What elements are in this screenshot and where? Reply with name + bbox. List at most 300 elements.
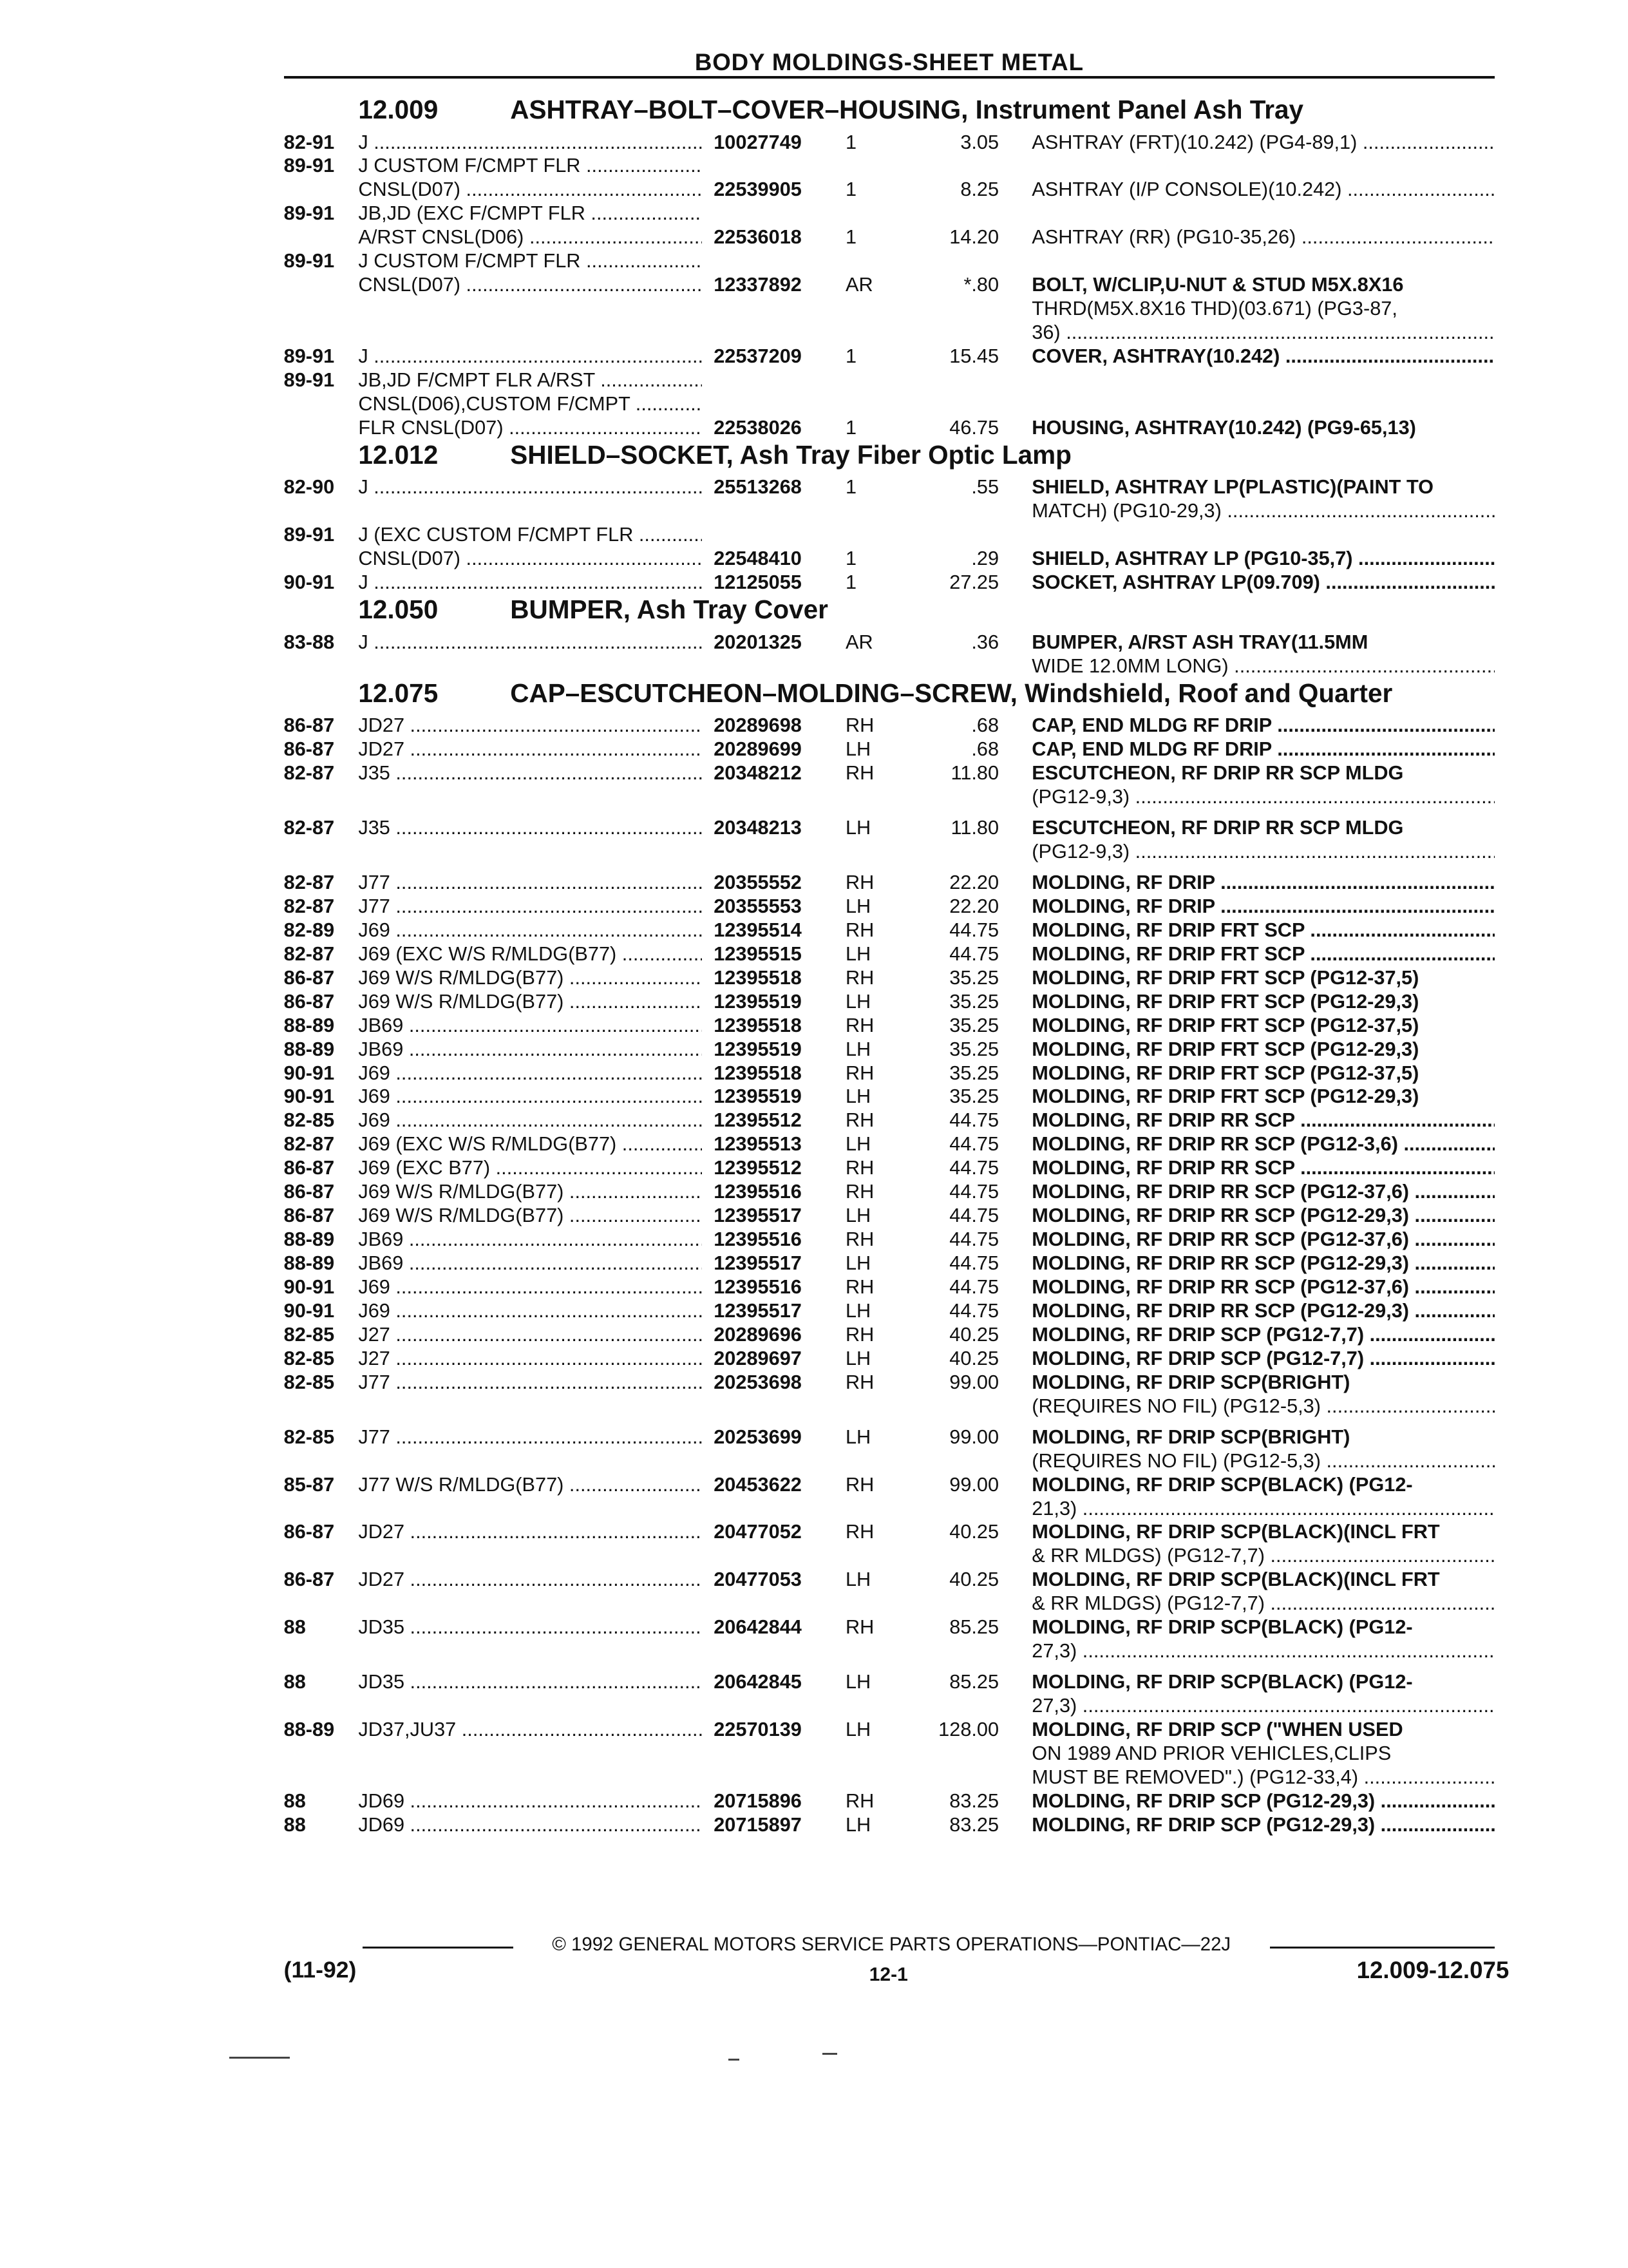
model: J35 ..... <box>358 761 702 785</box>
description: 36) ..... <box>1032 321 1495 345</box>
part-line <box>284 1592 1495 1615</box>
year: 86-87 <box>283 738 335 761</box>
price: 11.80 <box>951 761 999 784</box>
price: 44.75 <box>949 1228 999 1251</box>
part-line <box>284 761 1495 785</box>
part-line <box>284 1497 1495 1521</box>
price: 44.75 <box>949 1275 999 1298</box>
part-number: 20253698 <box>714 1370 802 1393</box>
year: 90-91 <box>283 1275 335 1298</box>
part-number: 12337892 <box>714 273 802 296</box>
year: 86-87 <box>283 1204 335 1227</box>
section-title: ASHTRAY–BOLT–COVER–HOUSING, Instrument Panel Ash Tray <box>510 94 1304 124</box>
quantity: RH <box>845 1472 875 1496</box>
description: MOLDING, RF DRIP ..... <box>1032 871 1495 895</box>
part-line <box>284 1766 1495 1789</box>
description: MOLDING, RF DRIP FRT SCP (PG12-37,5) <box>1032 966 1419 989</box>
year: 82-87 <box>283 761 335 784</box>
quantity: RH <box>845 1109 875 1132</box>
quantity: 1 <box>845 475 857 499</box>
quantity: RH <box>845 1156 875 1179</box>
part-number: 12395512 <box>714 1109 802 1132</box>
description: CAP, END MLDG RF DRIP ..... <box>1032 714 1495 738</box>
model: J ..... <box>358 475 702 499</box>
model: J69 ..... <box>358 1109 702 1132</box>
quantity: AR <box>845 273 873 296</box>
part-number: 20642844 <box>714 1615 802 1639</box>
quantity: LH <box>845 1132 871 1156</box>
part-number: 20289699 <box>714 738 802 761</box>
price: 44.75 <box>949 1252 999 1274</box>
year: 90-91 <box>283 1061 335 1084</box>
year: 82-87 <box>283 942 335 965</box>
part-number: 12395513 <box>714 1132 802 1156</box>
part-number: 22548410 <box>714 547 802 570</box>
part-line <box>284 523 1495 547</box>
model: J ..... <box>358 631 702 654</box>
description: 27,3) ..... <box>1032 1639 1495 1663</box>
quantity: RH <box>845 1061 875 1084</box>
part-line <box>284 1395 1495 1418</box>
price: 44.75 <box>949 1109 999 1132</box>
part-number: 22538026 <box>714 415 802 439</box>
part-line <box>284 840 1495 864</box>
price: 46.75 <box>949 415 999 439</box>
price: 35.25 <box>949 966 999 989</box>
quantity: LH <box>845 1299 871 1322</box>
part-number: 20201325 <box>714 630 802 653</box>
price: 44.75 <box>949 1132 999 1156</box>
description: MOLDING, RF DRIP FRT SCP (PG12-29,3) <box>1032 1037 1419 1060</box>
year: 82-87 <box>283 894 335 917</box>
price: 85.25 <box>949 1670 999 1693</box>
description: MOLDING, RF DRIP SCP(BLACK) (PG12- <box>1032 1615 1413 1639</box>
quantity: RH <box>845 714 875 737</box>
price: 35.25 <box>949 989 999 1013</box>
year: 89-91 <box>283 202 335 225</box>
part-number: 20348212 <box>714 761 802 784</box>
price: 15.45 <box>949 344 999 367</box>
model: J69 W/S R/MLDG(B77) ..... <box>358 1180 702 1204</box>
part-line <box>284 1520 1495 1544</box>
description: (REQUIRES NO FIL) (PG12-5,3) ..... <box>1032 1449 1495 1473</box>
part-line <box>284 273 1495 297</box>
description: 21,3) ..... <box>1032 1497 1495 1521</box>
price: .68 <box>971 738 999 761</box>
year: 82-85 <box>283 1322 335 1346</box>
year: 89-91 <box>283 344 335 367</box>
model: J77 ..... <box>358 871 702 895</box>
year: 82-85 <box>283 1370 335 1393</box>
part-line <box>284 1109 1495 1132</box>
part-line <box>284 416 1495 440</box>
part-number: 20642845 <box>714 1670 802 1693</box>
part-number: 20253699 <box>714 1425 802 1448</box>
year: 89-91 <box>283 154 335 177</box>
description: MOLDING, RF DRIP SCP(BRIGHT) <box>1032 1370 1350 1393</box>
part-line <box>284 631 1495 654</box>
quantity: LH <box>845 942 871 965</box>
quantity: 1 <box>845 415 857 439</box>
year: 86-87 <box>283 966 335 989</box>
model: JD69 ..... <box>358 1789 702 1813</box>
footer-section-range: 12.009-12.075 <box>1356 1956 1510 1983</box>
footer-copyright: © 1992 GENERAL MOTORS SERVICE PARTS OPERATIONS—PONTIAC—22J <box>552 1934 1231 1956</box>
year: 86-87 <box>283 1180 335 1203</box>
quantity: LH <box>845 816 871 839</box>
quantity: RH <box>845 761 875 784</box>
quantity: LH <box>845 1346 871 1369</box>
part-line <box>284 1694 1495 1718</box>
part-line <box>284 571 1495 595</box>
quantity: 1 <box>845 344 857 367</box>
quantity: 1 <box>845 571 857 594</box>
section-number: 12.012 <box>358 439 439 470</box>
part-line <box>284 1180 1495 1204</box>
part-line <box>284 475 1495 499</box>
description: MOLDING, RF DRIP SCP (PG12-7,7) ..... <box>1032 1347 1495 1371</box>
price: 44.75 <box>949 1156 999 1179</box>
part-line <box>284 1275 1495 1299</box>
row-spacer <box>284 1418 1495 1425</box>
part-line <box>284 392 1495 416</box>
model: J77 ..... <box>358 1371 702 1395</box>
part-number: 12395518 <box>714 1061 802 1084</box>
quantity: RH <box>845 1228 875 1251</box>
model: J77 ..... <box>358 895 702 919</box>
model: J CUSTOM F/CMPT FLR ..... <box>358 249 702 273</box>
quantity: LH <box>845 1204 871 1227</box>
part-line <box>284 990 1495 1014</box>
price: 44.75 <box>949 1180 999 1203</box>
section-number: 12.050 <box>358 595 439 624</box>
price: *.80 <box>963 273 999 296</box>
price: 22.20 <box>949 871 999 893</box>
price: .68 <box>971 714 999 737</box>
model: J ..... <box>358 131 702 155</box>
model: J69 (EXC B77) ..... <box>358 1156 702 1180</box>
model: J ..... <box>358 571 702 595</box>
year: 82-87 <box>283 871 335 893</box>
part-line <box>284 1615 1495 1639</box>
price: 44.75 <box>949 1299 999 1322</box>
model: J69 ..... <box>358 1299 702 1323</box>
footer-rule-left <box>363 1947 513 1949</box>
description: MOLDING, RF DRIP RR SCP ..... <box>1032 1109 1495 1132</box>
description: MOLDING, RF DRIP FRT SCP (PG12-37,5) <box>1032 1061 1419 1084</box>
year: 82-85 <box>283 1346 335 1369</box>
part-line <box>284 1718 1495 1742</box>
year: 86-87 <box>283 1568 335 1591</box>
year: 90-91 <box>283 571 335 594</box>
scan-mark <box>728 2059 740 2061</box>
price: 83.25 <box>949 1789 999 1812</box>
part-line <box>284 1038 1495 1062</box>
year: 82-89 <box>283 918 335 941</box>
model: JB69 ..... <box>358 1014 702 1038</box>
year: 88 <box>283 1670 306 1693</box>
part-line <box>284 547 1495 571</box>
part-line <box>284 1347 1495 1371</box>
part-line <box>284 1742 1495 1766</box>
description: (REQUIRES NO FIL) (PG12-5,3) ..... <box>1032 1395 1495 1418</box>
model: JD27 ..... <box>358 738 702 761</box>
model: CNSL(D06),CUSTOM F/CMPT ..... <box>358 392 702 416</box>
description: MOLDING, RF DRIP FRT SCP ..... <box>1032 919 1495 942</box>
row-spacer <box>284 864 1495 871</box>
row-spacer <box>284 809 1495 816</box>
quantity: AR <box>845 630 873 653</box>
model: JD37,JU37 ..... <box>358 1718 702 1742</box>
price: 40.25 <box>949 1520 999 1543</box>
price: 8.25 <box>960 178 999 201</box>
section-title: CAP–ESCUTCHEON–MOLDING–SCREW, Windshield, Roof and Quarter <box>510 678 1393 708</box>
part-line <box>284 1156 1495 1180</box>
model: J ..... <box>358 345 702 368</box>
part-line <box>284 1449 1495 1473</box>
description: MOLDING, RF DRIP SCP(BLACK)(INCL FRT <box>1032 1568 1440 1591</box>
part-number: 20348213 <box>714 816 802 839</box>
price: 99.00 <box>949 1370 999 1393</box>
model: FLR CNSL(D07) ..... <box>358 416 702 440</box>
price: 40.25 <box>949 1322 999 1346</box>
description: 27,3) ..... <box>1032 1694 1495 1718</box>
part-number: 20715897 <box>714 1813 802 1836</box>
year: 86-87 <box>283 1520 335 1543</box>
quantity: LH <box>845 1425 871 1448</box>
model: CNSL(D07) ..... <box>358 547 702 571</box>
quantity: RH <box>845 1615 875 1639</box>
description: MOLDING, RF DRIP SCP (PG12-29,3) ..... <box>1032 1789 1495 1813</box>
quantity: LH <box>845 1037 871 1060</box>
year: 82-87 <box>283 1132 335 1156</box>
price: 35.25 <box>949 1037 999 1060</box>
model: J27 ..... <box>358 1347 702 1371</box>
description: ASHTRAY (FRT)(10.242) (PG4-89,1) ..... <box>1032 131 1495 155</box>
model: J77 W/S R/MLDG(B77) ..... <box>358 1473 702 1497</box>
description: BUMPER, A/RST ASH TRAY(11.5MM <box>1032 630 1368 653</box>
price: .29 <box>971 547 999 570</box>
description: (PG12-9,3) ..... <box>1032 785 1495 809</box>
part-number: 20289696 <box>714 1322 802 1346</box>
part-line <box>284 1204 1495 1228</box>
part-number: 12395516 <box>714 1275 802 1298</box>
quantity: LH <box>845 1252 871 1274</box>
part-number: 12395514 <box>714 918 802 941</box>
scan-mark <box>822 2053 837 2055</box>
part-line <box>284 1813 1495 1837</box>
part-number: 12125055 <box>714 571 802 594</box>
part-number: 12395518 <box>714 1013 802 1036</box>
section-heading <box>284 595 1495 631</box>
quantity: RH <box>845 1180 875 1203</box>
model: J69 ..... <box>358 1062 702 1085</box>
part-number: 20355553 <box>714 894 802 917</box>
part-line <box>284 1544 1495 1568</box>
price: 44.75 <box>949 942 999 965</box>
model: JD27 ..... <box>358 1568 702 1592</box>
part-line <box>284 816 1495 840</box>
description: SOCKET, ASHTRAY LP(09.709) ..... <box>1032 571 1495 595</box>
description: THRD(M5X.8X16 THD)(03.671) (PG3-87, <box>1032 297 1397 320</box>
model: JD35 ..... <box>358 1670 702 1694</box>
quantity: 1 <box>845 178 857 201</box>
model: J27 ..... <box>358 1323 702 1347</box>
part-line <box>284 225 1495 249</box>
year: 88-89 <box>283 1228 335 1251</box>
price: 27.25 <box>949 571 999 594</box>
model: JD69 ..... <box>358 1813 702 1837</box>
part-number: 22537209 <box>714 344 802 367</box>
year: 89-91 <box>283 368 335 391</box>
description: CAP, END MLDG RF DRIP ..... <box>1032 738 1495 761</box>
part-line <box>284 1252 1495 1275</box>
model: J69 W/S R/MLDG(B77) ..... <box>358 990 702 1014</box>
model: J69 W/S R/MLDG(B77) ..... <box>358 1204 702 1228</box>
description: MOLDING, RF DRIP FRT SCP ..... <box>1032 942 1495 966</box>
quantity: RH <box>845 1789 875 1812</box>
price: .36 <box>971 630 999 653</box>
part-line <box>284 297 1495 321</box>
quantity: LH <box>845 989 871 1013</box>
part-line <box>284 738 1495 761</box>
price: 83.25 <box>949 1813 999 1836</box>
quantity: RH <box>845 1275 875 1298</box>
description: WIDE 12.0MM LONG) ..... <box>1032 654 1495 678</box>
section-number: 12.009 <box>358 94 439 124</box>
model: JB,JD F/CMPT FLR A/RST ..... <box>358 368 702 392</box>
description: ON 1989 AND PRIOR VEHICLES,CLIPS <box>1032 1742 1392 1764</box>
description: SHIELD, ASHTRAY LP(PLASTIC)(PAINT TO <box>1032 475 1434 499</box>
year: 88-89 <box>283 1718 335 1741</box>
price: 128.00 <box>938 1718 999 1741</box>
part-number: 12395516 <box>714 1180 802 1203</box>
year: 86-87 <box>283 714 335 737</box>
price: 14.20 <box>949 225 999 249</box>
part-number: 20715896 <box>714 1789 802 1812</box>
description: SHIELD, ASHTRAY LP (PG10-35,7) ..... <box>1032 547 1495 571</box>
description: MOLDING, RF DRIP RR SCP (PG12-37,6) ..... <box>1032 1275 1495 1299</box>
part-number: 12395519 <box>714 989 802 1013</box>
quantity: RH <box>845 1370 875 1393</box>
price: 3.05 <box>960 130 999 153</box>
description: MOLDING, RF DRIP SCP(BLACK) (PG12- <box>1032 1670 1413 1693</box>
year: 88 <box>283 1789 306 1812</box>
part-number: 12395518 <box>714 966 802 989</box>
header-rule <box>284 76 1495 79</box>
year: 88-89 <box>283 1252 335 1274</box>
year: 83-88 <box>283 630 335 653</box>
part-line <box>284 895 1495 919</box>
price: .55 <box>971 475 999 499</box>
part-number: 20477052 <box>714 1520 802 1543</box>
model: JB69 ..... <box>358 1228 702 1252</box>
price: 22.20 <box>949 894 999 917</box>
part-number: 25513268 <box>714 475 802 499</box>
page-number: 12-1 <box>869 1963 908 1985</box>
description: MOLDING, RF DRIP SCP (PG12-29,3) ..... <box>1032 1813 1495 1837</box>
section-heading <box>284 440 1495 476</box>
page-header: BODY MOLDINGS-SHEET METAL <box>694 48 1084 75</box>
section-title: BUMPER, Ash Tray Cover <box>510 595 828 624</box>
model: JB,JD (EXC F/CMPT FLR ..... <box>358 202 702 225</box>
description: MOLDING, RF DRIP SCP(BRIGHT) <box>1032 1425 1350 1448</box>
price: 40.25 <box>949 1568 999 1591</box>
part-line <box>284 942 1495 966</box>
model: A/RST CNSL(D06) ..... <box>358 225 702 249</box>
description: BOLT, W/CLIP,U-NUT & STUD M5X.8X16 <box>1032 273 1404 296</box>
description: MOLDING, RF DRIP RR SCP (PG12-29,3) ..... <box>1032 1299 1495 1323</box>
model: J69 (EXC W/S R/MLDG(B77) ..... <box>358 1132 702 1156</box>
description: MOLDING, RF DRIP RR SCP ..... <box>1032 1156 1495 1180</box>
quantity: LH <box>845 1568 871 1591</box>
quantity: 1 <box>845 225 857 249</box>
part-line <box>284 1425 1495 1449</box>
year: 89-91 <box>283 523 335 546</box>
part-line <box>284 1789 1495 1813</box>
section-heading <box>284 95 1495 131</box>
description: HOUSING, ASHTRAY(10.242) (PG9-65,13) <box>1032 415 1416 439</box>
price: 35.25 <box>949 1085 999 1108</box>
description: MOLDING, RF DRIP SCP ("WHEN USED <box>1032 1718 1403 1741</box>
part-line <box>284 785 1495 809</box>
year: 88 <box>283 1615 306 1639</box>
model: J77 ..... <box>358 1425 702 1449</box>
description: (PG12-9,3) ..... <box>1032 840 1495 864</box>
year: 85-87 <box>283 1472 335 1496</box>
year: 88 <box>283 1813 306 1836</box>
footer-rule-right <box>1270 1947 1495 1949</box>
part-line <box>284 966 1495 990</box>
description: MOLDING, RF DRIP SCP(BLACK)(INCL FRT <box>1032 1520 1440 1543</box>
model: J35 ..... <box>358 816 702 840</box>
description: MOLDING, RF DRIP FRT SCP (PG12-37,5) <box>1032 1013 1419 1036</box>
part-number: 12395517 <box>714 1299 802 1322</box>
quantity: RH <box>845 871 875 893</box>
year: 89-91 <box>283 249 335 272</box>
description: MOLDING, RF DRIP ..... <box>1032 895 1495 919</box>
description: MOLDING, RF DRIP RR SCP (PG12-3,6) ..... <box>1032 1132 1495 1156</box>
description: MUST BE REMOVED".) (PG12-33,4) ..... <box>1032 1766 1495 1789</box>
part-line <box>284 654 1495 678</box>
part-line <box>284 1085 1495 1109</box>
price: 44.75 <box>949 918 999 941</box>
quantity: RH <box>845 918 875 941</box>
description: ESCUTCHEON, RF DRIP RR SCP MLDG <box>1032 816 1404 839</box>
scan-mark <box>229 2057 289 2059</box>
model: CNSL(D07) ..... <box>358 178 702 202</box>
description: MOLDING, RF DRIP FRT SCP (PG12-29,3) <box>1032 1085 1419 1108</box>
description: ASHTRAY (RR) (PG10-35,26) ..... <box>1032 225 1495 249</box>
part-line <box>284 1568 1495 1592</box>
quantity: RH <box>845 1520 875 1543</box>
model: J69 ..... <box>358 919 702 942</box>
model: J69 (EXC W/S R/MLDG(B77) ..... <box>358 942 702 966</box>
part-line <box>284 345 1495 368</box>
description: ASHTRAY (I/P CONSOLE)(10.242) ..... <box>1032 178 1495 202</box>
model: JD35 ..... <box>358 1615 702 1639</box>
price: 85.25 <box>949 1615 999 1639</box>
footer-date: (11-92) <box>283 1956 357 1983</box>
model: CNSL(D07) ..... <box>358 273 702 297</box>
model: J (EXC CUSTOM F/CMPT FLR ..... <box>358 523 702 547</box>
part-number: 10027749 <box>714 130 802 153</box>
quantity: LH <box>845 1670 871 1693</box>
section-title: SHIELD–SOCKET, Ash Tray Fiber Optic Lamp <box>510 439 1072 470</box>
part-line <box>284 1062 1495 1085</box>
description: MOLDING, RF DRIP RR SCP (PG12-29,3) ..... <box>1032 1204 1495 1228</box>
part-number: 12395516 <box>714 1228 802 1251</box>
